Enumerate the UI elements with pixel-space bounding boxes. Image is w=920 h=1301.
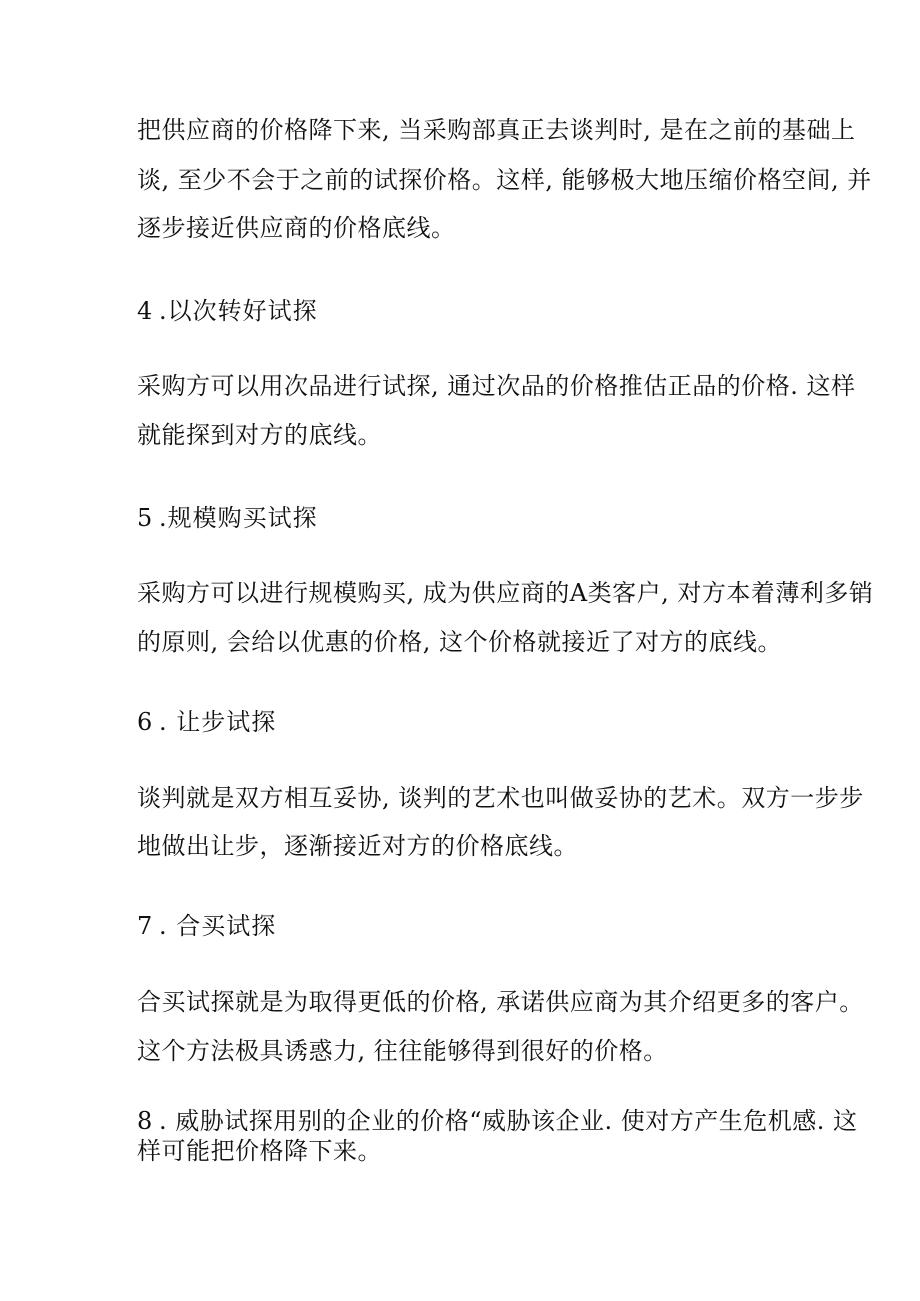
section-4-heading (137, 296, 318, 326)
section-4-title: .以次转好试探 (159, 297, 318, 325)
section-6-number: 6 (137, 708, 154, 736)
section-7-line-1: 合买试探就是为取得更低的价格, 承诺供应商为其介绍更多的客户。 (137, 988, 864, 1016)
section-4-line-1: 采购方可以用次品进行试探, 通过次品的价格推估正品的价格. 这样 (137, 372, 856, 400)
section-7-heading (137, 911, 276, 941)
section-8-line-2: 样可能把价格降下来。 (137, 1137, 382, 1165)
section-6-line-1: 谈判就是双方相互妥协, 谈判的艺术也叫做妥协的艺术。双方一步步 (137, 784, 864, 812)
section-8-line-1 (137, 1106, 858, 1136)
section-5-line-1: 采购方可以进行规模购买, 成为供应商的A类客户, 对方本着薄利多销 (137, 579, 874, 607)
section-6-line-2: 地做出让步，逐渐接近对方的价格底线。 (137, 832, 578, 860)
section-7-title: . 合买试探 (159, 912, 277, 940)
intro-line-1: 把供应商的价格降下来, 当采购部真正去谈判时, 是在之前的基础上 (137, 116, 856, 144)
section-6-title: . 让步试探 (159, 708, 277, 736)
section-6-heading (137, 707, 276, 737)
section-5-heading (137, 503, 318, 533)
section-5-title: .规模购买试探 (159, 504, 318, 532)
section-8-text-1: . 威胁试探用别的企业的价格“威胁该企业. 使对方产生危机感. 这 (159, 1107, 858, 1135)
intro-line-3: 逐步接近供应商的价格底线。 (137, 214, 456, 242)
section-5-number: 5 (137, 504, 154, 532)
section-4-number: 4 (137, 297, 154, 325)
intro-line-2: 谈, 至少不会于之前的试探价格。这样, 能够极大地压缩价格空间, 并 (137, 166, 872, 194)
section-4-line-2: 就能探到对方的底线。 (137, 421, 382, 449)
section-7-line-2: 这个方法极具诱惑力, 往往能够得到很好的价格。 (137, 1037, 668, 1065)
section-7-number: 7 (137, 912, 154, 940)
section-5-line-2: 的原则, 会给以优惠的价格, 这个价格就接近了对方的底线。 (137, 628, 783, 656)
section-8-number: 8 (137, 1107, 153, 1135)
